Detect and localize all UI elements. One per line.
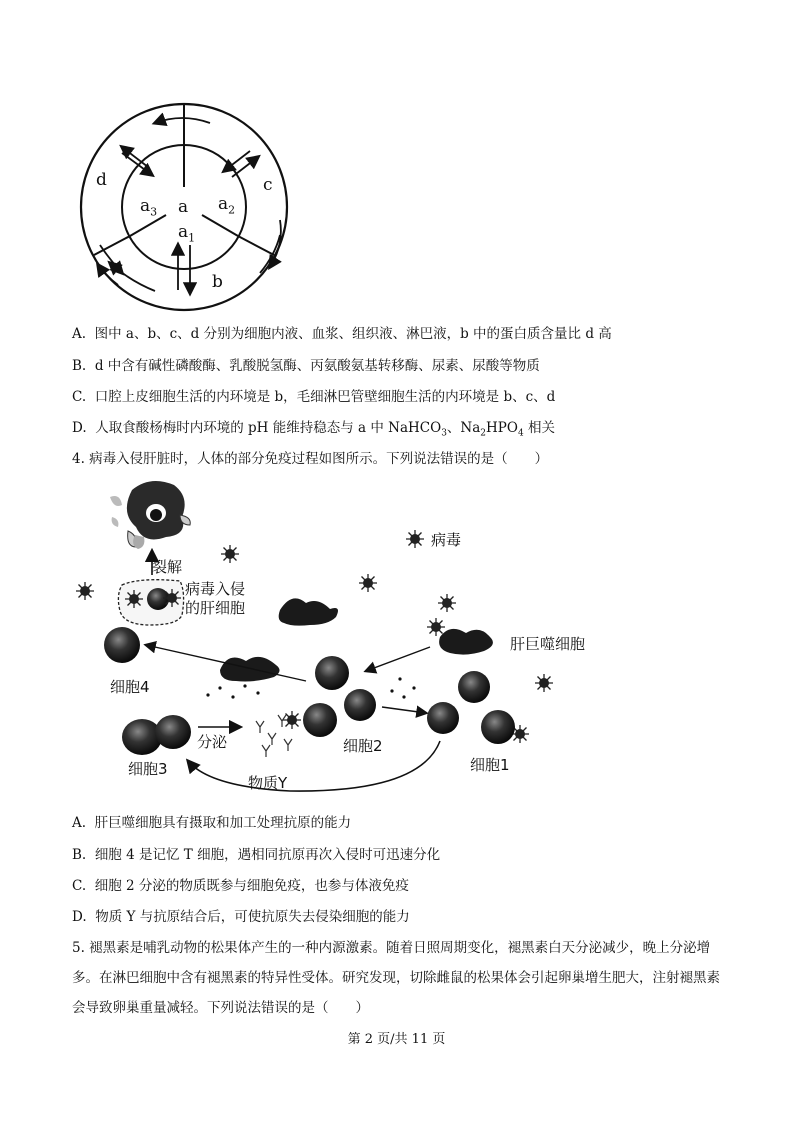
q5-stem: 5. 褪黑素是哺乳动物的松果体产生的一种内源激素。随着日照周期变化，褪黑素白天分泌减少，晚上分泌增多。在淋巴细胞中含有褪黑素的特异性受体。研究发现，切除雌鼠的松果体会引起卵巢增生肥大，注射褪黑素会导致卵巢重量减轻。下列说法错误的是（ ） bbox=[72, 940, 720, 1016]
label-a: a bbox=[178, 197, 189, 217]
page-number-footer: 第 2 页/共 11 页 bbox=[347, 1032, 446, 1047]
label-infected-liver-cell: 病毒入侵 的肝细胞 bbox=[185, 580, 246, 617]
q3-option-b: B. d 中含有碱性磷酸酶、乳酸脱氢酶、丙氨酸氨基转移酶、尿素、尿酸等物质 bbox=[72, 358, 540, 374]
label-substance-y: 物质Y bbox=[248, 774, 288, 792]
label-cell4: 细胞4 bbox=[110, 678, 150, 696]
label-c: c bbox=[263, 175, 273, 195]
label-macrophage: 肝巨噬细胞 bbox=[510, 635, 586, 653]
q4-option-b: B. 细胞 4 是记忆 T 细胞，遇相同抗原再次入侵时可迅速分化 bbox=[72, 847, 441, 863]
label-virus: 病毒 bbox=[431, 531, 462, 549]
label-d: d bbox=[96, 170, 107, 190]
q4-option-c: C. 细胞 2 分泌的物质既参与细胞免疫，也参与体液免疫 bbox=[72, 878, 409, 894]
q4-option-a: A. 肝巨噬细胞具有摄取和加工处理抗原的能力 bbox=[72, 815, 352, 831]
label-cell3: 细胞3 bbox=[128, 760, 168, 778]
label-b: b bbox=[212, 272, 223, 292]
label-a2: $a_2$ bbox=[218, 194, 236, 217]
label-lysis: 裂解 bbox=[152, 558, 183, 576]
q4-stem: 4. 病毒入侵肝脏时，人体的部分免疫过程如图所示。下列说法错误的是（ ） bbox=[72, 451, 549, 467]
q3-option-d: D. 人取食酸杨梅时内环境的 pH 能维持稳态与 a 中 NaHCO$_3$、$Na_2HPO_4$ 相关 bbox=[72, 420, 555, 439]
q4-option-d: D. 物质 Y 与抗原结合后，可使抗原失去侵染细胞的能力 bbox=[72, 909, 410, 925]
label-a3: $a_3$ bbox=[140, 196, 158, 219]
label-a1: $a_1$ bbox=[178, 222, 196, 245]
label-cell2: 细胞2 bbox=[343, 737, 383, 755]
label-cell1: 细胞1 bbox=[470, 756, 510, 774]
q3-option-c: C. 口腔上皮细胞生活的内环境是 b，毛细淋巴管壁细胞生活的内环境是 b、c、d bbox=[72, 389, 556, 405]
q3-option-a: A. 图中 a、b、c、d 分别为细胞内液、血浆、组织液、淋巴液，b 中的蛋白质含量比 d 高 bbox=[72, 326, 612, 342]
label-secrete: 分泌 bbox=[197, 733, 228, 751]
